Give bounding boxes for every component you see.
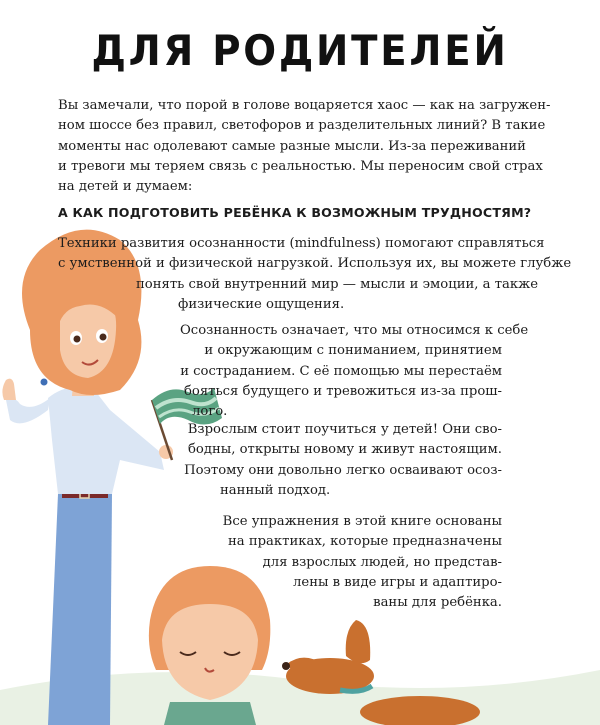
learn-from-kids-paragraph [180,420,502,501]
text-line: Вы замечали, что порой в голове воцаряется хаос — как на загружен- [58,98,551,113]
text-line: для взрослых людей, но представ- [262,554,502,570]
text-line: лены в виде игры и адаптиро- [293,574,502,590]
section-heading: А КАК ПОДГОТОВИТЬ РЕБЁНКА К ВОЗМОЖНЫМ ТРУДНОСТЯМ? [58,205,532,220]
text-line: бодны, открыты новому и живут настоящим. [187,442,502,458]
text-line: понять свой внутренний мир — мысли и эмоции, а также [136,276,539,292]
text-line: Поэтому они довольно легко осваивают осоз- [184,462,502,478]
text-line: лого. [192,404,228,420]
text-line: нанный подход. [220,482,331,498]
intro-paragraph [58,96,568,197]
text-line: Взрослым стоит поучиться у детей! Они сво- [187,422,502,437]
text-line: и тревоги мы теряем связь с реальностью. Мы переносим свой страх [58,158,543,174]
exercises-paragraph [200,512,502,613]
text-line: и окружающим с пониманием, принятием [204,343,502,359]
page-title: ДЛЯ РОДИТЕЛЕЙ [91,26,509,75]
text-line: бояться будущего и тревожиться из-за прош- [183,383,502,399]
text-line: с умственной и физической нагрузкой. Используя их, вы можете глубже [58,256,572,272]
text-line: Техники развития осознанности (mindfulness) помогают справляться [58,236,545,251]
text-line: ваны для ребёнка. [373,595,502,611]
text-line: ном шоссе без правил, светофоров и разделительных линий? В такие [58,118,546,134]
text-line: физические ощущения. [178,296,345,312]
text-line: на практиках, которые предназначены [227,534,502,550]
text-line: на детей и думаем: [58,179,193,195]
definition-paragraph [180,321,529,422]
text-line: Все упражнения в этой книге основаны [222,514,502,529]
text-line: Осознанность означает, что мы относимся к себе [180,323,529,338]
text-line: моменты нас одолевают самые разные мысли. Из-за переживаний [58,138,526,154]
mindfulness-paragraph [58,234,570,315]
text-line: и состраданием. С её помощью мы перестаём [180,363,502,379]
